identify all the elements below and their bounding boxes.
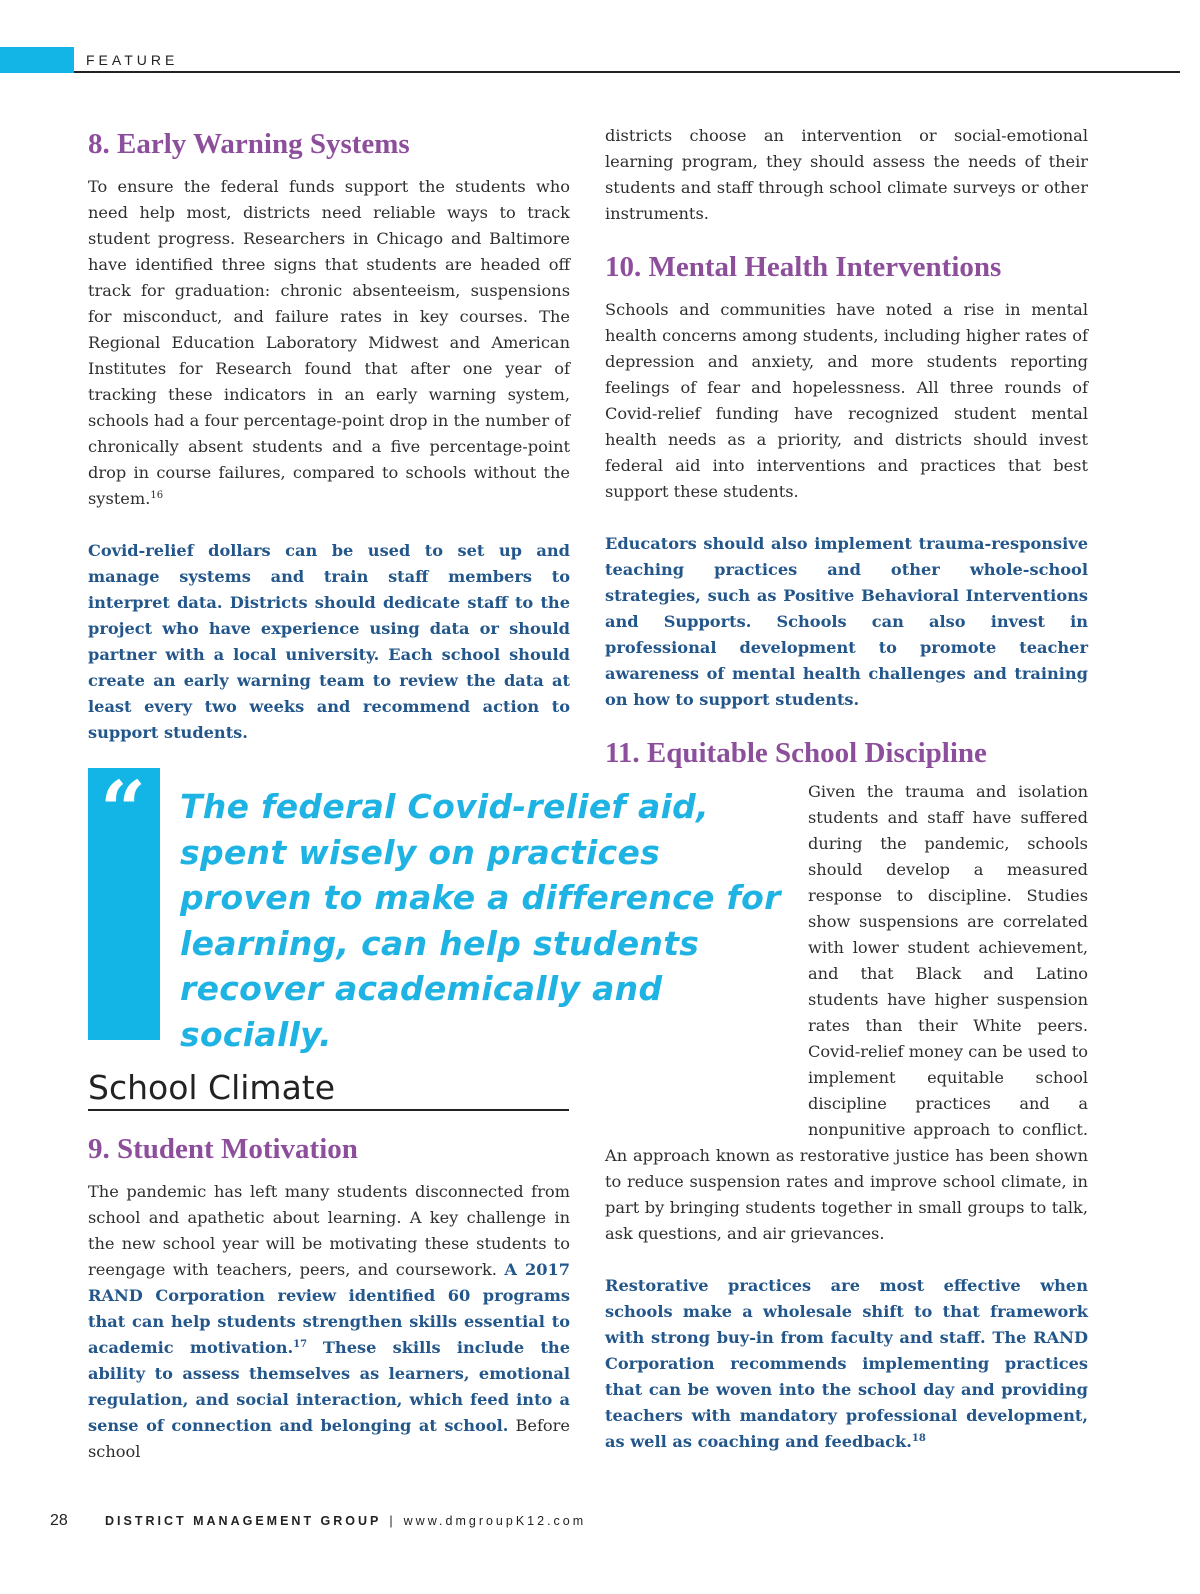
website-link[interactable]: www.dmgroupK12.com xyxy=(403,1514,587,1528)
discipline-recommendation: Restorative practices are most effective when schools make a wholesale shift to that framework with strong buy-in from faculty and staff. The RAND Corporation recommends implementing practices that can be woven into the school day and providing teachers with mandatory professional development, as well as coaching and feedback.$^{18}$ xyxy=(605,1276,1088,1451)
early-warning-section xyxy=(88,126,570,746)
footnote-16: 16 xyxy=(150,490,164,501)
school-climate-rule xyxy=(88,1109,569,1111)
discipline-body-wrap xyxy=(605,779,1088,1247)
footer-credit xyxy=(105,1514,586,1528)
mental-health-recommendation: Educators should also implement trauma-responsive teaching practices and other whole-school strategies, such as Positive Behavioral Interventions and Supports. Schools can also invest in professional development to promote teacher awareness of mental health challenges and training on how to support students. xyxy=(605,534,1088,709)
discipline-title: 11. Equitable School Discipline xyxy=(605,737,987,769)
footnote-18: 18 xyxy=(911,1433,926,1444)
organization-name: DISTRICT MANAGEMENT GROUP xyxy=(105,1514,382,1528)
student-motivation-continued: districts choose an intervention or social-emotional learning program, they should assess the needs of their students and staff through school climate surveys or other instruments. xyxy=(605,126,1088,223)
section-label: FEATURE xyxy=(86,52,179,68)
student-motivation-section xyxy=(88,1131,570,1465)
early-warning-recommendation: Covid-relief dollars can be used to set up and manage systems and train staff members to interpret data. Districts should dedicate staff to the project who have experience using data or should partner with a local university. Each school should create an early warning team to review the data at least every two weeks and recommend action to support students. xyxy=(88,541,570,742)
discipline-body: Given the trauma and isolation students and staff have suffered during the pandemic, schools should develop a measured response to discipline. Studies show suspensions are correlated with lower student achievement, and that Black and Latino students have higher suspension rates than their White peers. Covid-relief money can be used to implement equitable school discipline practices and a nonpunitive approach to conflict. An approach known as restorative justice has been shown to reduce suspension rates and improve school climate, in part by bringing students together in small groups to talk, ask questions, and air grievances. xyxy=(605,782,1088,1243)
header-rule xyxy=(74,71,1180,73)
quote-mark-icon: “ xyxy=(100,763,147,857)
page-number: 28 xyxy=(50,1512,68,1529)
student-motivation-body: The pandemic has left many students disconnected from school and apathetic about learning. A key challenge in the new school year will be motivating these students to reengage with teachers, peers, and coursework. A 2017 RAND Corporation review identified 60 programs that can help students strengthen skills essential to academic motivation.$^{17}$ These skills include the ability to assess themselves as learners, emotional regulation, and social interaction, which feed into a sense of connection and belonging at school. Before school xyxy=(88,1182,571,1461)
mental-health-title: 10. Mental Health Interventions xyxy=(605,251,1002,283)
early-warning-title: 8. Early Warning Systems xyxy=(88,128,410,160)
student-motivation-title: 9. Student Motivation xyxy=(88,1133,358,1165)
mental-health-body: Schools and communities have noted a rise in mental health concerns among students, including higher rates of depression and anxiety, and more students reporting feelings of fear and hopelessness. All three rounds of Covid-relief funding have recognized student mental health needs as a priority, and districts should invest federal aid into interventions and practices that best support these students. xyxy=(605,300,1088,501)
header-accent-tab xyxy=(0,47,74,73)
right-column xyxy=(605,123,1088,1455)
pull-quote-spacer xyxy=(605,779,808,1119)
footer-separator: | xyxy=(389,1514,396,1528)
footnote-17: 17 xyxy=(293,1339,308,1350)
pull-quote-text: The federal Covid-relief aid, spent wisely on practices proven to make a difference for learning, can help students recover academically and socially. xyxy=(180,787,781,1054)
early-warning-body: To ensure the federal funds support the students who need help most, districts need reliable ways to track student progress. Researchers in Chicago and Baltimore have identified three signs that students are headed off track for graduation: chronic absenteeism, suspensions for misconduct, and failure rates in key courses. The Regional Education Laboratory Midwest and American Institutes for Research found that after one year of tracking these indicators in an early warning system, schools had a four percentage-point drop in the number of chronically absent students and a five percentage-point drop in course failures, compared to schools without the system.$^{16}$ xyxy=(88,177,570,508)
school-climate-heading: School Climate xyxy=(88,1068,336,1107)
